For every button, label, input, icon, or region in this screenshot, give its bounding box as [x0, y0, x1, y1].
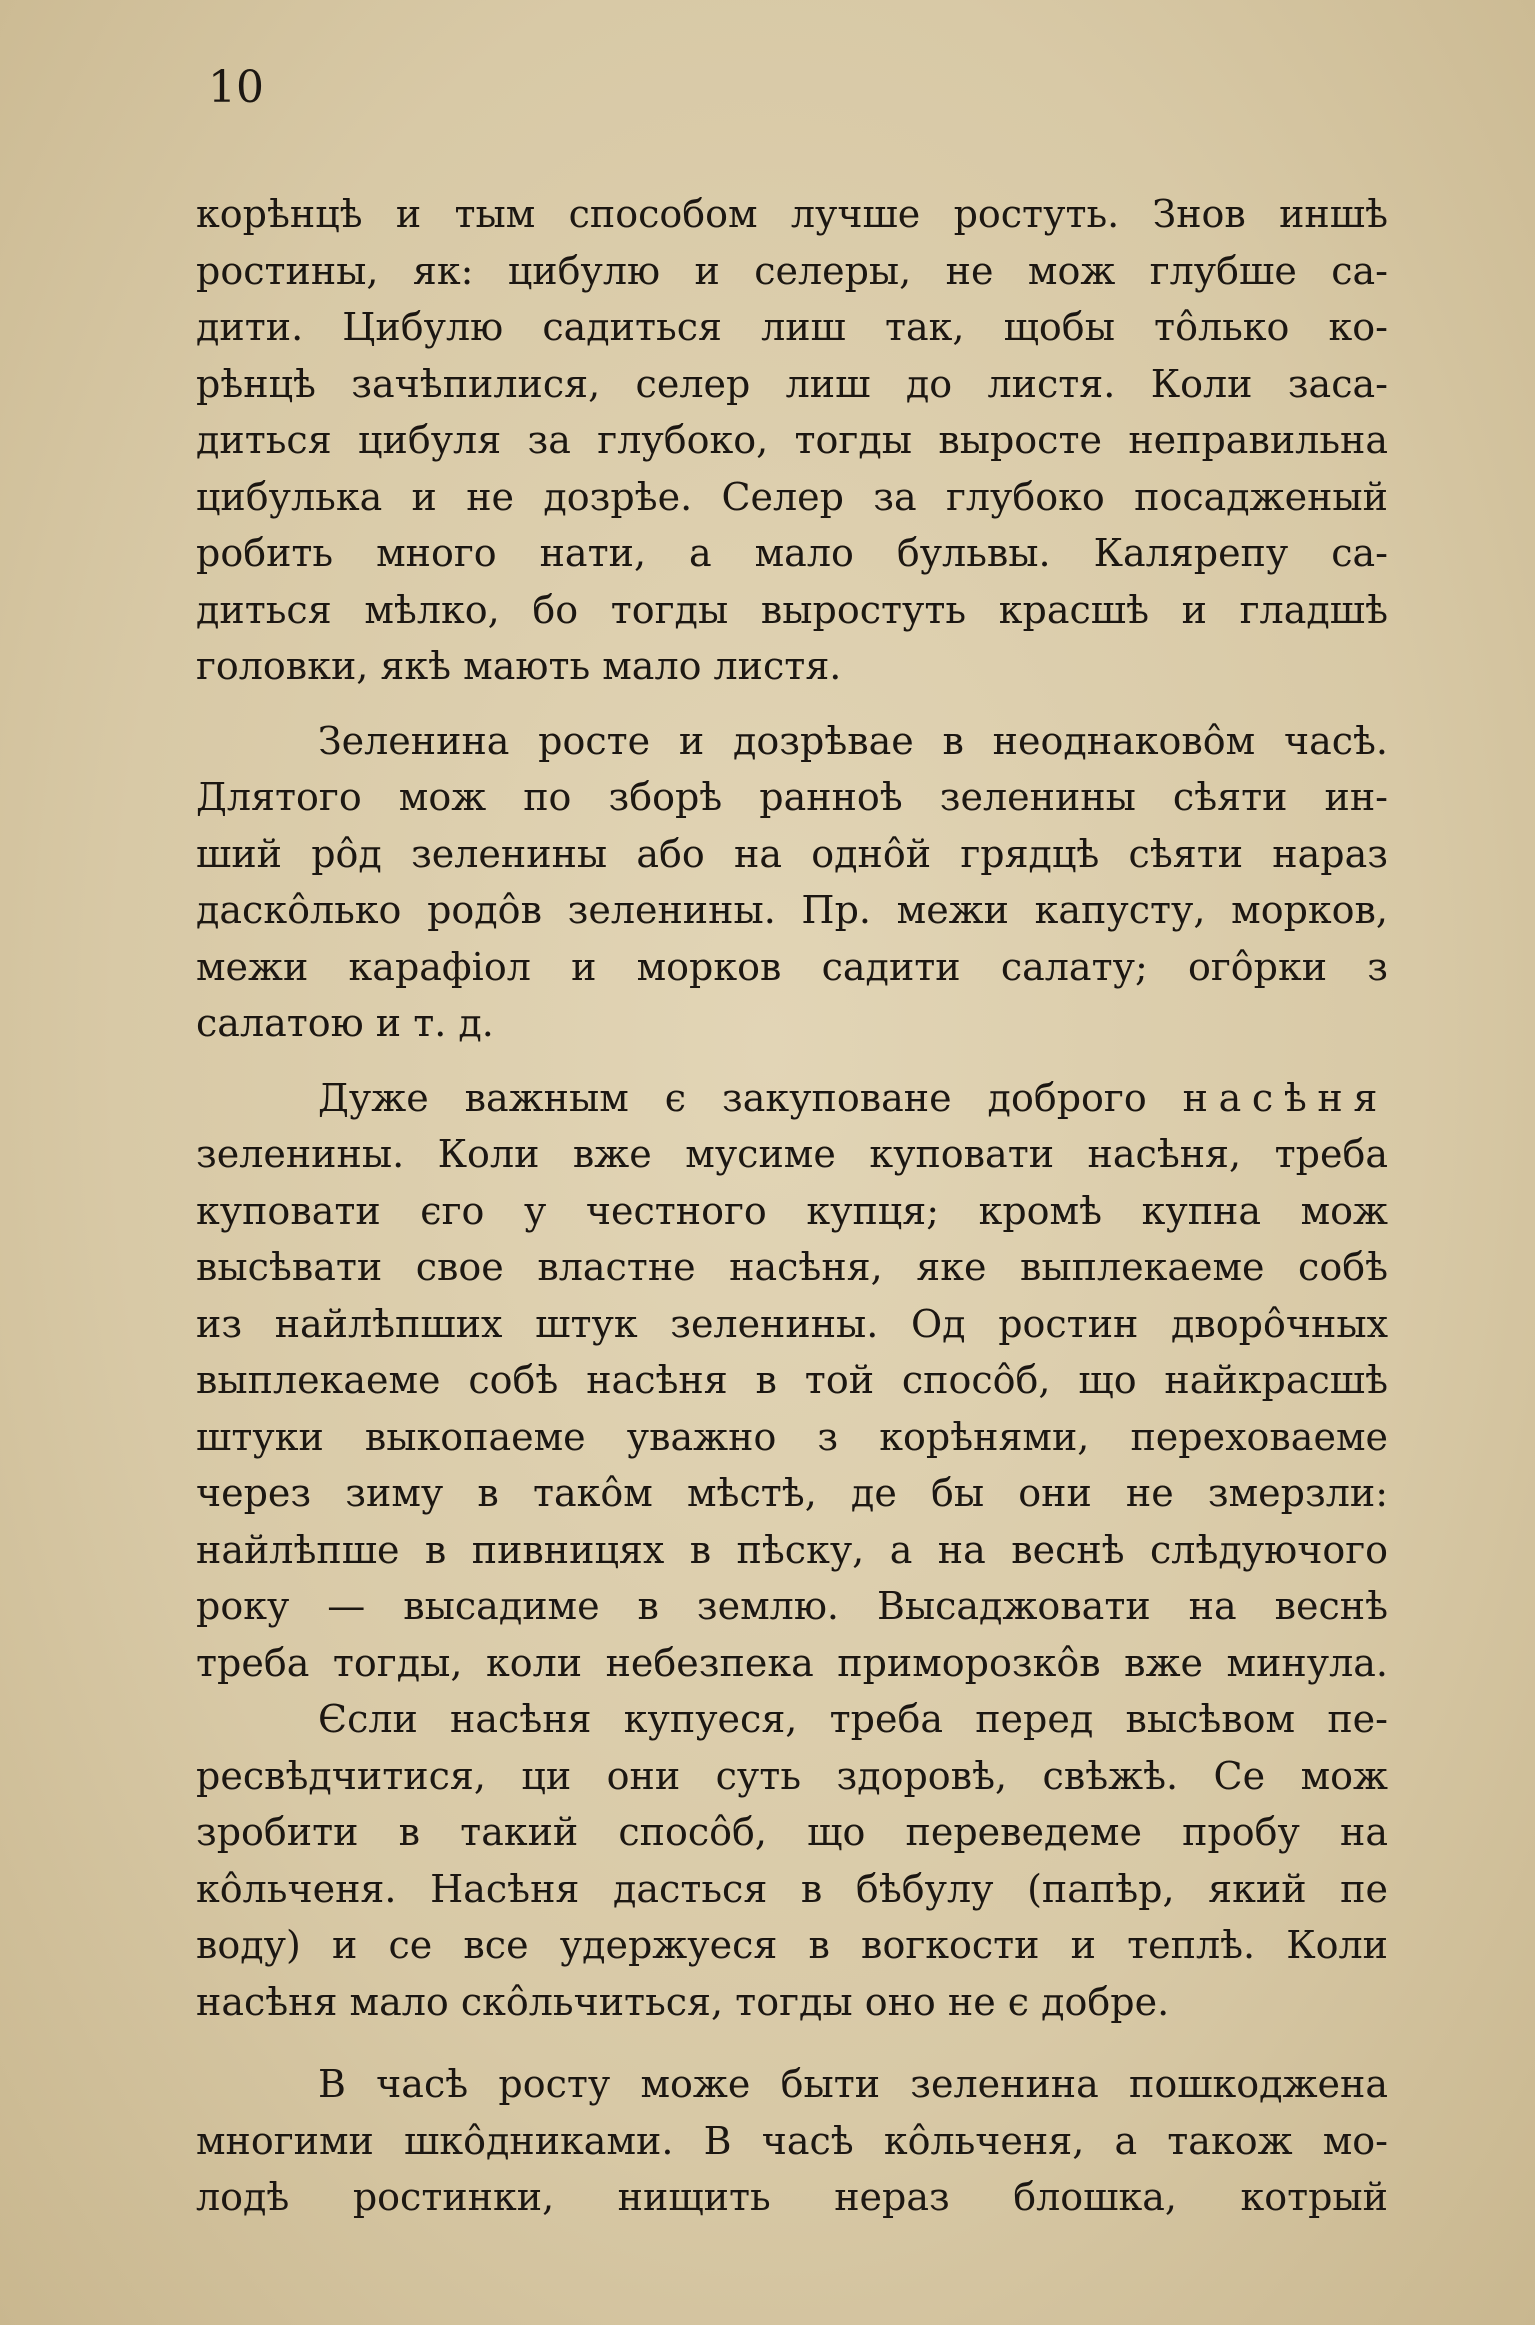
- text-line: высѣвати свое властне насѣня, яке выплекаеме собѣ: [196, 1245, 1388, 1289]
- paragraph-2: [196, 713, 1388, 1052]
- text-line: ресвѣдчитися, ци они суть здоровѣ, свѣжѣ. Се мож: [196, 1753, 1388, 1798]
- text-line: через зиму в такôм мѣстѣ, де бы они не змерзли:: [196, 1471, 1388, 1515]
- paragraph-4: [196, 1691, 1388, 2030]
- text-line: многими шкôдниками. В часѣ кôльченя, а також мо-: [196, 2118, 1388, 2163]
- text-line: цибулька и не дозрѣе. Селер за глубоко посадженый: [196, 474, 1388, 519]
- text-line: Зеленина росте и дозрѣвае в неоднаковôм часѣ.: [318, 718, 1388, 763]
- text-line: корѣнцѣ и тым способом лучше ростуть. Знов иншѣ: [196, 192, 1388, 236]
- text-line: дити. Цибулю садиться лиш так, щобы тôлько ко-: [196, 305, 1388, 349]
- paragraph-1: [196, 186, 1388, 695]
- paragraph-gap: [196, 2030, 1388, 2056]
- text-line: рѣнцѣ зачѣпилися, селер лиш до листя. Коли заса-: [196, 361, 1388, 406]
- text-line: кôльченя. Насѣня дасться в бѣбулу (папѣр, який пе: [196, 1866, 1388, 1911]
- text-line: треба тогды, коли небезпека приморозкôв вже минула.: [196, 1640, 1388, 1685]
- paragraph-gap: [196, 695, 1388, 713]
- text-line: Єсли насѣня купуеся, треба перед высѣвом пе-: [318, 1697, 1388, 1741]
- text-line: диться цибуля за глубоко, тогды выросте неправильна: [196, 418, 1388, 462]
- text-line: найлѣпше в пивницях в пѣску, а на веснѣ слѣдуючого: [196, 1527, 1388, 1572]
- text-line: Длятого мож по зборѣ ранноѣ зеленины сѣяти ин-: [196, 775, 1388, 819]
- text-line: [196, 1070, 1388, 1127]
- text-line: даскôлько родôв зеленины. Пр. межи капусту, морков,: [196, 888, 1388, 932]
- text-line: из найлѣпших штук зеленины. Од ростин дворôчных: [196, 1301, 1388, 1346]
- text-line: воду) и се все удержуеся в вогкости и теплѣ. Коли: [196, 1923, 1388, 1967]
- text-run: Дуже важным є закуповане доброго: [318, 1075, 1183, 1120]
- text-line: зробити в такий спосôб, що переведеме пробу на: [196, 1810, 1388, 1854]
- text-line: лодѣ ростинки, нищить нераз блошка, котрый: [196, 2175, 1388, 2219]
- paragraph-3: [196, 1070, 1388, 1692]
- text-line: В часѣ росту може быти зеленина пошкоджена: [318, 2062, 1388, 2106]
- text-line: насѣня мало скôльчиться, тогды оно не є добре.: [196, 1979, 1170, 2024]
- text-line: салатою и т. д.: [196, 1001, 494, 1045]
- text-line: ростины, як: цибулю и селеры, не мож глубше са-: [196, 248, 1388, 293]
- text-line: выплекаеме собѣ насѣня в той спосôб, що найкрасшѣ: [196, 1358, 1388, 1402]
- text-line: межи карафіол и морков садити салату; огôрки з: [196, 944, 1388, 989]
- text-line: головки, якѣ мають мало листя.: [196, 644, 842, 688]
- body-text: [196, 186, 1388, 2226]
- text-line: зеленины. Коли вже мусиме куповати насѣня, треба: [196, 1132, 1388, 1176]
- text-line: диться мѣлко, бо тогды выростуть красшѣ и гладшѣ: [196, 587, 1388, 632]
- text-line: ший рôд зеленины або на однôй грядцѣ сѣяти нараз: [196, 831, 1388, 876]
- emphasized-word: насѣня: [1182, 1075, 1388, 1120]
- paragraph-5: [196, 2056, 1388, 2226]
- text-line: робить много нати, а мало бульвы. Калярепу са-: [196, 531, 1388, 575]
- page-number: 10: [208, 62, 264, 113]
- paragraph-gap: [196, 1052, 1388, 1070]
- text-line: року — высадиме в землю. Высаджовати на веснѣ: [196, 1584, 1388, 1628]
- text-line: штуки выкопаеме уважно з корѣнями, переховаеме: [196, 1414, 1388, 1459]
- text-line: куповати єго у честного купця; кромѣ купна мож: [196, 1188, 1388, 1233]
